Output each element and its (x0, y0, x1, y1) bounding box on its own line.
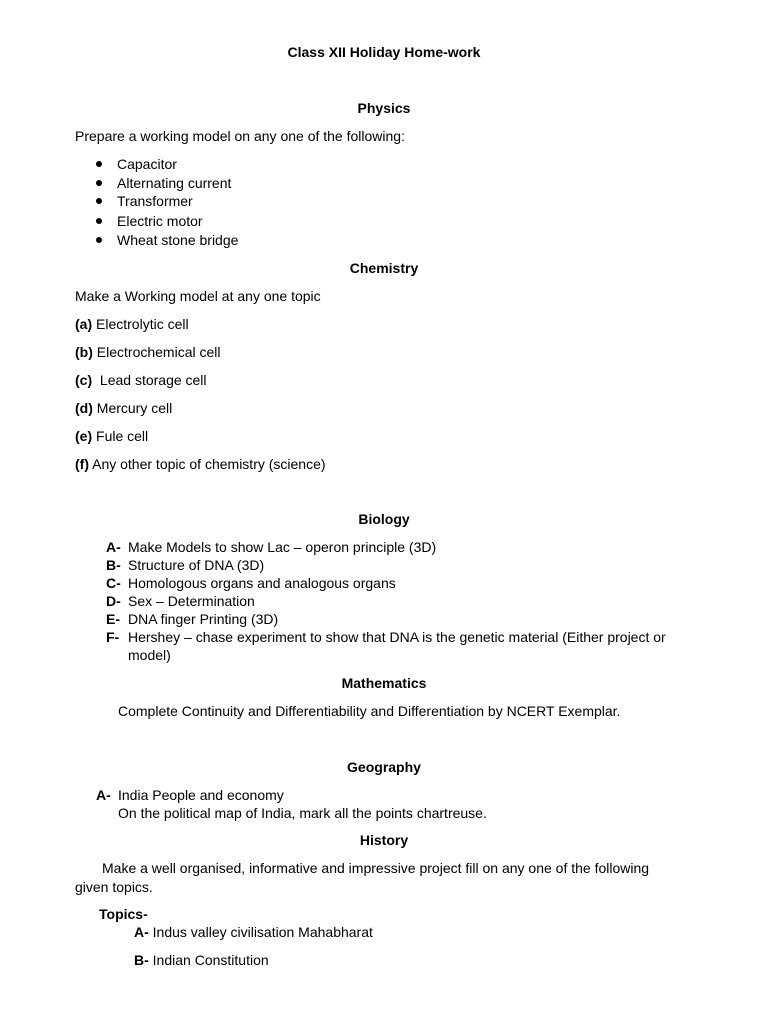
list-item (75, 371, 207, 389)
bullet-icon (96, 161, 102, 167)
item-marker: (f) (75, 456, 89, 472)
item-marker: C- (106, 575, 121, 591)
item-marker: (a) (75, 316, 93, 332)
list-item (75, 427, 148, 445)
item-marker: (b) (75, 344, 93, 360)
item-marker: A- (134, 924, 149, 940)
item-marker: E- (106, 611, 120, 627)
item-text: Indus valley civilisation Mahabharat (148, 924, 373, 940)
history-heading: History (359, 832, 409, 848)
item-text: Electrochemical cell (92, 344, 221, 360)
topics-label: Topics- (99, 906, 148, 922)
list-item: Capacitor (117, 156, 177, 172)
bullet-icon (96, 180, 102, 186)
list-item: Transformer (117, 193, 193, 209)
list-item: Electric motor (117, 213, 203, 229)
list-item (75, 399, 172, 417)
list-item: Hershey – chase experiment to show that DNA is the genetic material (Either project or (128, 629, 666, 645)
history-paragraph-line1: Make a well organised, informative and impressive project fill on any one of the following (102, 860, 650, 876)
item-marker: A- (96, 787, 111, 803)
list-item: DNA finger Printing (3D) (128, 611, 279, 627)
bullet-icon (96, 198, 102, 204)
list-item: Sex – Determination (128, 593, 255, 609)
history-paragraph-line2: given topics. (75, 879, 153, 895)
geography-item: India People and economy (118, 787, 284, 803)
geography-heading: Geography (347, 759, 421, 775)
item-marker: D- (106, 593, 121, 609)
mathematics-heading: Mathematics (341, 675, 427, 691)
physics-intro: Prepare a working model on any one of the following: (75, 128, 405, 144)
chemistry-heading: Chemistry (349, 260, 419, 276)
item-text: Mercury cell (92, 400, 173, 416)
list-item: Wheat stone bridge (117, 232, 239, 248)
item-marker: (c) (75, 372, 93, 388)
document-title: Class XII Holiday Home-work (287, 44, 481, 60)
biology-heading: Biology (358, 511, 410, 527)
geography-note: On the political map of India, mark all the points chartreuse. (118, 805, 487, 821)
item-marker: B- (106, 557, 121, 573)
bullet-icon (96, 218, 102, 224)
mathematics-text: Complete Continuity and Differentiability and Differentiation by NCERT Exemplar. (118, 703, 621, 719)
list-item: Homologous organs and analogous organs (128, 575, 396, 591)
list-item (134, 951, 269, 969)
physics-heading: Physics (357, 100, 411, 116)
item-text: Any other topic of chemistry (science) (89, 456, 326, 472)
list-item-continuation: model) (128, 647, 171, 663)
item-text: Lead storage cell (92, 372, 207, 388)
list-item: Structure of DNA (3D) (128, 557, 265, 573)
list-item: Alternating current (117, 175, 232, 191)
list-item (75, 315, 189, 333)
item-marker: A- (106, 539, 121, 555)
item-marker: (e) (75, 428, 93, 444)
chemistry-intro: Make a Working model at any one topic (75, 288, 321, 304)
bullet-icon (96, 237, 102, 243)
list-item: Make Models to show Lac – operon principle (3D) (128, 539, 437, 555)
item-marker: F- (106, 629, 120, 645)
item-marker: B- (134, 952, 149, 968)
list-item (134, 923, 373, 941)
list-item (75, 455, 326, 473)
item-text: Fule cell (92, 428, 149, 444)
item-marker: (d) (75, 400, 93, 416)
list-item (75, 343, 221, 361)
item-text: Indian Constitution (148, 952, 269, 968)
item-text: Electrolytic cell (92, 316, 189, 332)
